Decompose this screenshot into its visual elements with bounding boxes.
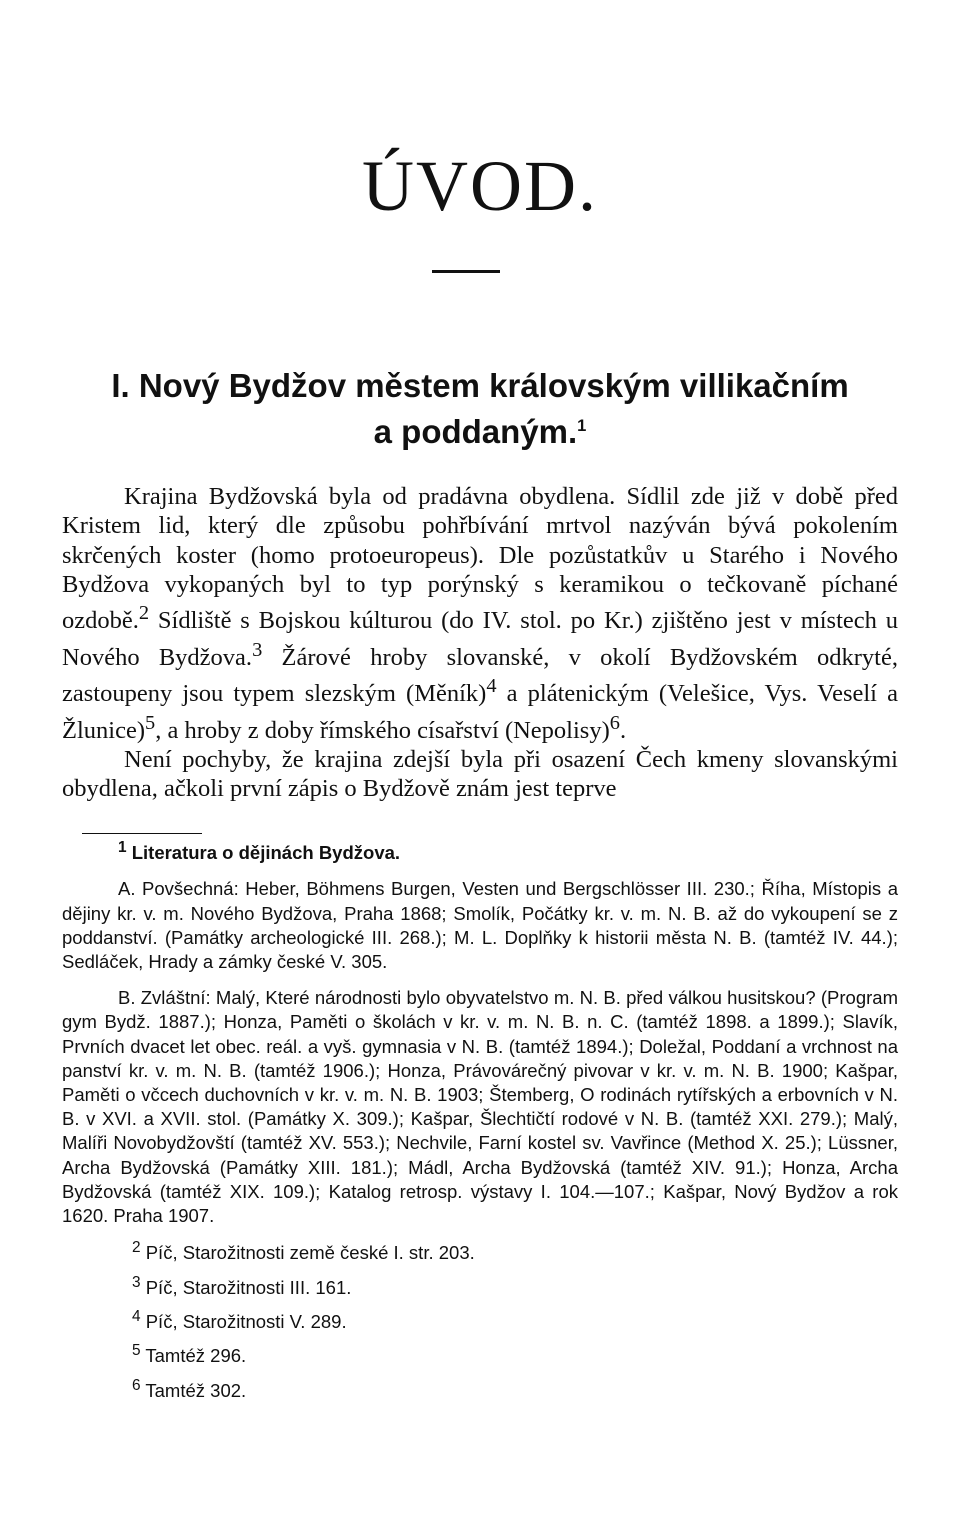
footnote-section-a: A. Povšechná: Heber, Böhmens Burgen, Vesten und Bergschlösser III. 230.; Říha, Místopis a dějiny kr. v. m. Nového Bydžova, Praha 1868; Smolík, Počátky kr. v. m. N. B. až do vykoupení se z poddanství. (Památky archeologické III. 268.); M. L. Doplňky k historii města N. B. (tamtéž IV. 44.); Sedláček, Hrady a zámky české V. 305. [62,878,898,972]
footnote-4-text: Píč, Starožitnosti V. 289. [145,1311,347,1333]
chapter-heading-line2: a poddaným. [373,413,578,450]
paragraph-2: Není pochyby, že krajina zdejší byla při osazení Čech kmeny slovanskými obydlena, ačkoli první zápis o Bydžově znám jest teprve [62,746,898,803]
footnote-6-number: 6 [132,1376,141,1394]
footnote-ref-6: 6 [609,711,620,734]
footnote-ref-3: 3 [252,638,263,661]
footnote-section-b: B. Zvláštní: Malý, Které národnosti bylo obyvatelstvo m. N. B. před válkou husitskou? (Program gym Bydž. 1887.); Honza, Paměti o školách v kr. v. m. N. B. n. C. (tamtéž 1898. a 1899.); Slavík, Prvních dvacet let obec. reál. a vyš. gymnasia v N. B. (tamtéž 1894.); Doležal, Poddaní a vrchnost na panství kr. v. m. N. B. (tamtéž 1906.); Honza, Právovárečný pivovar v kr. v. m. N. B. 1900; Kašpar, Paměti o včcech duchovních v kr. v. m. N. B. 1903; Štemberg, O rodinách rytířských a erbovních v N. B. v XVI. a XVII. stol. (Památky X. 309.); Kašpar, Šlechtičtí rodové v N. B. (tamtéž XXI. 279.); Malý, Malíři Novobydžovští (tamtéž XV. 553.); Nechvile, Farní kostel sv. Vavřince (Method X. 25.); Lüssner, Archa Bydžovská (Památky XIII. 181.); Mádl, Archa Bydžovská (tamtéž XIV. 91.); Honza, Archa Bydžovská (tamtéž XIX. 109.); Katalog retrosp. výstavy I. 104.—107.; Kašpar, Nový Bydžov a rok 1620. Praha 1907. [62,987,898,1226]
footnote-2-text: Píč, Starožitnosti země české I. str. 203. [145,1242,475,1264]
body-text [62,482,898,804]
footnote-6-text: Tamtéž 302. [145,1379,247,1401]
footnote-6 [62,1374,898,1403]
paragraph-1-part6: . [619,716,627,744]
footnote-ref-1: 1 [577,417,587,435]
footnote-4 [62,1305,898,1334]
footnote-3-text: Píč, Starožitnosti III. 161. [145,1276,352,1298]
footnote-ref-5: 5 [145,711,156,734]
paragraph-1-part3: Žárové hroby slovanské, v okolí Bydžovském odkryté, zastoupeny jsou typem slezským (Měník) [62,643,898,708]
footnote-divider [82,833,202,834]
paragraph-1-part5: , a hroby z doby římského císařství (Nepolisy) [155,716,610,744]
title-divider [432,270,500,273]
paragraph-1-part1: Krajina Bydžovská byla od pradávna obydlena. Sídlil zde již v době před Kristem lid, který dle způsobu pohřbívání mrtvol nazýván bývá pokolením skrčených koster (homo protoeuropeus). Dle pozůstatkův u Starého i Nového Bydžova vykopaných byl to typ porýnský s keramikou o tečkovaně píchané ozdobě. [62,483,898,635]
footnote-2-number: 2 [132,1239,141,1257]
paragraph-1 [62,482,898,745]
footnote-1-number: 1 [118,839,127,856]
footnote-5-number: 5 [132,1342,141,1360]
footnote-1-title-text: Literatura o dějinách Bydžova. [131,842,401,864]
footnote-ref-2: 2 [138,602,150,625]
footnote-3 [62,1271,898,1300]
paragraph-1-part4: a plátenickým (Velešice, Vys. Veselí a Žlunice) [62,680,898,744]
chapter-heading-line1: I. Nový Bydžov městem královským villikačním [111,367,849,404]
footnote-3-number: 3 [132,1273,141,1291]
footnote-1-title [62,836,898,865]
footnote-4-number: 4 [132,1307,141,1325]
chapter-heading [62,363,898,455]
footnote-2 [62,1236,898,1265]
footnote-5 [62,1339,898,1368]
page-title: ÚVOD. [362,146,598,226]
footnote-5-text: Tamtéž 296. [145,1345,247,1367]
paragraph-1-part2: Sídliště s Bojskou kúlturou (do IV. stol. po Kr.) zjištěno jest v místech u Nového Bydžova. [62,607,898,671]
footnotes [62,836,898,1403]
footnote-ref-4: 4 [486,675,497,698]
